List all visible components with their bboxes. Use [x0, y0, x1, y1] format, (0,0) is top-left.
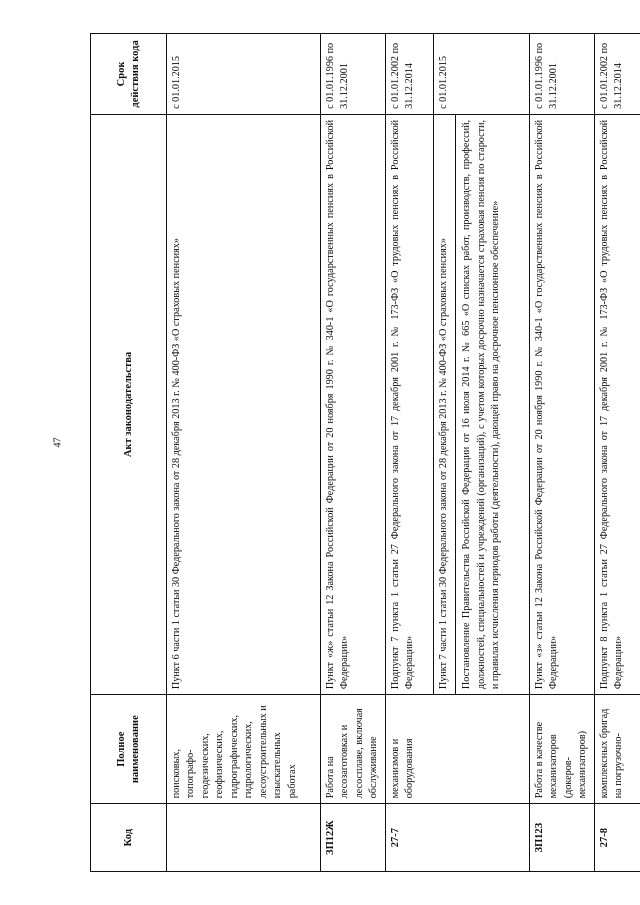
row-name: механизмов и оборудования: [385, 695, 529, 804]
row-act: [529, 114, 594, 694]
act-text: Подпункт 7 пункта 1 статьи 27 Федерального закона от 17 декабря 2001 г. № 173-ФЗ «О трудовых пенсиях в Российской Федерации»: [389, 119, 416, 690]
row-act: [385, 114, 433, 694]
header-code: Код: [91, 804, 167, 872]
row-code: ЗП12З: [529, 804, 594, 872]
table-row: [385, 34, 433, 872]
page-number: 47: [52, 437, 64, 448]
act-divider: [455, 115, 456, 694]
row-act: [594, 114, 640, 694]
act-text: Подпункт 8 пункта 1 статьи 27 Федерального закона от 17 декабря 2001 г. № 173-ФЗ «О трудовых пенсиях в Российской Федерации»: [598, 119, 625, 690]
row-term: с 01.01.1996 по 31.12.2001: [529, 34, 594, 115]
row-code: 27-7: [385, 804, 529, 872]
row-term: с 01.01.1996 по 31.12.2001: [321, 34, 386, 115]
rotated-document: [90, 33, 625, 872]
pension-codes-table: [90, 33, 640, 872]
row-act: [167, 114, 321, 694]
row-act: [433, 114, 529, 694]
row-term: с 01.01.2015: [433, 34, 529, 115]
table-header-row: [91, 34, 167, 872]
row-code: [167, 804, 321, 872]
header-term: Срок действия кода: [91, 34, 167, 115]
act-text: Пункт 6 части 1 статьи 30 Федерального закона от 28 декабря 2013 г. № 400-ФЗ «О страховых пенсиях»: [171, 238, 182, 690]
row-code: ЗП12Ж: [321, 804, 386, 872]
row-code: 27-8: [594, 804, 640, 872]
act-text: Пункт 7 части 1 статьи 30 Федерального закона от 28 декабря 2013 г. № 400-ФЗ «О страховых пенсиях»: [437, 238, 449, 690]
table-row: [167, 34, 321, 872]
act-text: Постановление Правительства Российской Федерации от 16 июля 2014 г. № 665 «О списках работ, производств, профессий, должностей, специальностей и учреждений (организаций), с учетом которых досрочно назначается страховая пенсия по старости, и правилах исчисления периодов работы (деятельности), дающей право на досрочное пенсионное обеспечение»: [461, 119, 502, 690]
row-term: с 01.01.2002 по 31.12.2014: [594, 34, 640, 115]
header-act: Акт законодательства: [91, 114, 167, 694]
row-name: поисковых, топографо-геодезических, геофизических, гидрографических, гидрологических, лесоустроительных и изыскательных работах: [167, 695, 321, 804]
header-name: Полное наименование: [91, 695, 167, 804]
table-row: [321, 34, 386, 872]
row-term: с 01.01.2002 по 31.12.2014: [385, 34, 433, 115]
row-name: Работа на лесозаготовках и лесосплаве, включая обслуживание: [321, 695, 386, 804]
row-name: комплексных бригад на погрузочно-: [594, 695, 640, 804]
row-name: Работа в качестве механизаторов (докеров-механизаторов): [529, 695, 594, 804]
table-row: [594, 34, 640, 872]
row-act: [321, 114, 386, 694]
act-text: Пункт «ж» статьи 12 Закона Российской Федерации от 20 ноября 1990 г. № 340-1 «О государственных пенсиях в Российской Федерации»: [325, 119, 351, 690]
table-row: [529, 34, 594, 872]
act-text: Пункт «з» статьи 12 Закона Российской Федерации от 20 ноября 1990 г. № 340-1 «О государственных пенсиях в Российской Федерации»: [533, 119, 560, 690]
row-term: с 01.01.2015: [167, 34, 321, 115]
